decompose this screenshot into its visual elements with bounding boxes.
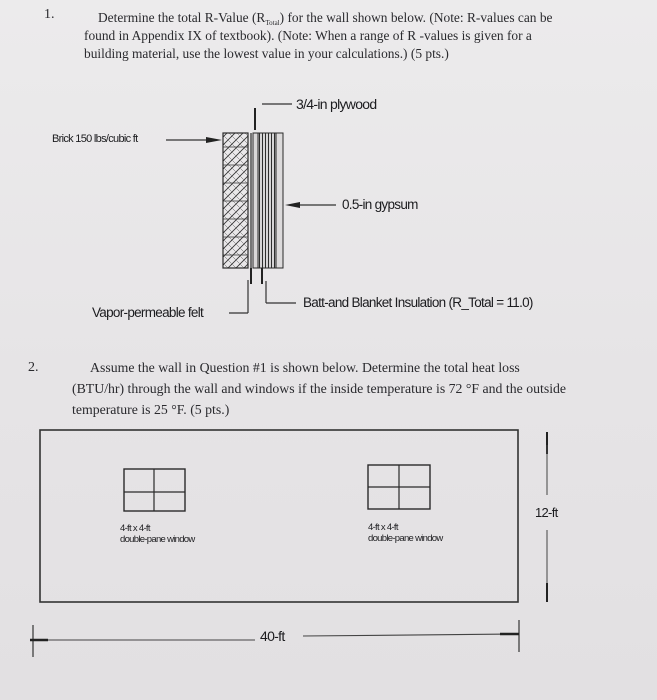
gypsum-layer	[276, 133, 283, 268]
window-left	[124, 469, 185, 511]
window-right-size: 4-ft x 4-ft	[368, 522, 398, 533]
question-1-line-2: found in Appendix IX of textbook). (Note: When a range of R -values is given for a	[84, 28, 532, 43]
question-1-number: 1.	[44, 7, 55, 22]
felt-label: Vapor-permeable felt	[92, 305, 204, 320]
window-right-type: double-pane window	[368, 533, 443, 544]
wall-elevation	[40, 430, 518, 602]
question-2-line-3: temperature is 25 °F. (5 pts.)	[72, 402, 230, 417]
question-1-line-3: building material, use the lowest value in your calculations.) (5 pts.)	[84, 46, 449, 61]
question-2-line-2: (BTU/hr) through the wall and windows if the inside temperature is 72 °F and the outside	[72, 381, 567, 396]
brick-label: Brick 150 lbs/cubic ft	[52, 133, 138, 145]
width-dimension-label: 40-ft	[260, 628, 285, 644]
window-left-type: double-pane window	[120, 534, 195, 545]
question-2-number: 2.	[28, 360, 39, 375]
window-left-size: 4-ft x 4-ft	[120, 523, 150, 534]
plywood-label: 3/4-in plywood	[296, 96, 377, 112]
insulation-layer	[258, 133, 276, 268]
plywood-layer	[253, 133, 258, 268]
question-1-line-1: Determine the total R-Value $(R_{Total})$ for the wall shown below. (Note: R-values can be	[98, 10, 553, 27]
window-right	[368, 465, 430, 509]
insulation-label: Batt-and Blanket Insulation (R_Total = 11.0)	[303, 295, 533, 310]
gypsum-label: 0.5-in gypsum	[342, 197, 418, 212]
height-dimension-label: 12-ft	[535, 505, 558, 520]
question-2-line-1: Assume the wall in Question #1 is shown below. Determine the total heat loss	[90, 360, 520, 375]
brick-layer	[223, 133, 248, 268]
